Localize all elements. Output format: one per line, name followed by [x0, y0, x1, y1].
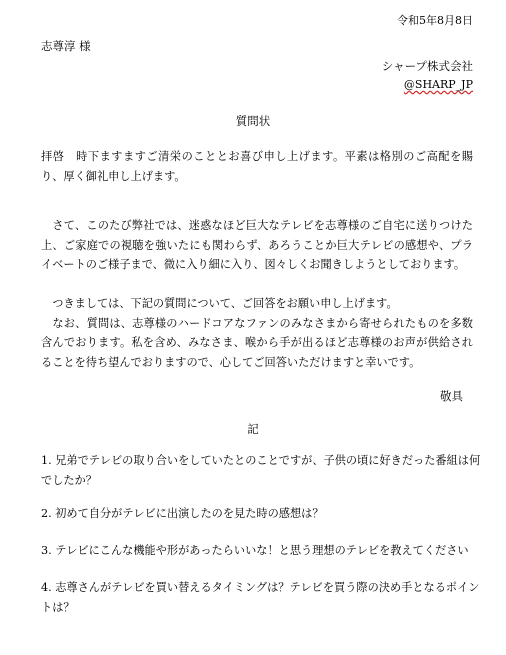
ki-heading: 記	[247, 422, 259, 436]
sender-company: シャープ株式会社	[381, 59, 473, 73]
recipient-name: 志尊淳 様	[41, 39, 91, 53]
sender-handle: @SHARP_JP	[403, 78, 473, 91]
question-item: 1. 兄弟でテレビの取り合いをしていたとのことですが、子供の頃に好きだった番組は何でしたか？	[41, 454, 481, 487]
body-paragraph-1: さて、このたび弊社では、迷惑なほど巨大なテレビを志尊様のご自宅に送りつけた上、ご家庭での視聴を強いたにも関わらず、あろうことか巨大テレビの感想や、プライベートのご様子まで、微に入り細に入り、図々しくお聞きしようとしております。	[41, 219, 473, 271]
closing-keigu: 敬具	[440, 389, 463, 403]
body-paragraph-group	[41, 294, 473, 372]
document-date: 令和5年8月8日	[397, 14, 473, 27]
body-paragraph-3: なお、質問は、志尊様のハードコアなファンのみなさまから寄せられたものを多数含んでおります。私を含め、みなさま、喉から手が出るほど志尊様のお声が供給されることを待ち望んでおりますので、心してご回答いただけますと幸いです。	[41, 316, 473, 369]
greeting-paragraph: 拝啓 時下ますますご清栄のこととお喜び申し上げます。平素は格別のご高配を賜り、厚く御礼申し上げます。	[41, 150, 473, 183]
body-paragraph-2: つきましては、下記の質問について、ご回答をお願い申し上げます。	[41, 297, 398, 310]
question-item: 4. 志尊さんがテレビを買い替えるタイミングは？テレビを買う際の決め手となるポイントは？	[41, 581, 480, 614]
question-item: 2. 初めて自分がテレビに出演したのを見た時の感想は？	[41, 507, 324, 520]
question-item: 3. テレビにこんな機能や形があったらいいな！と思う理想のテレビを教えてください	[41, 544, 469, 557]
document-title: 質問状	[235, 114, 271, 128]
